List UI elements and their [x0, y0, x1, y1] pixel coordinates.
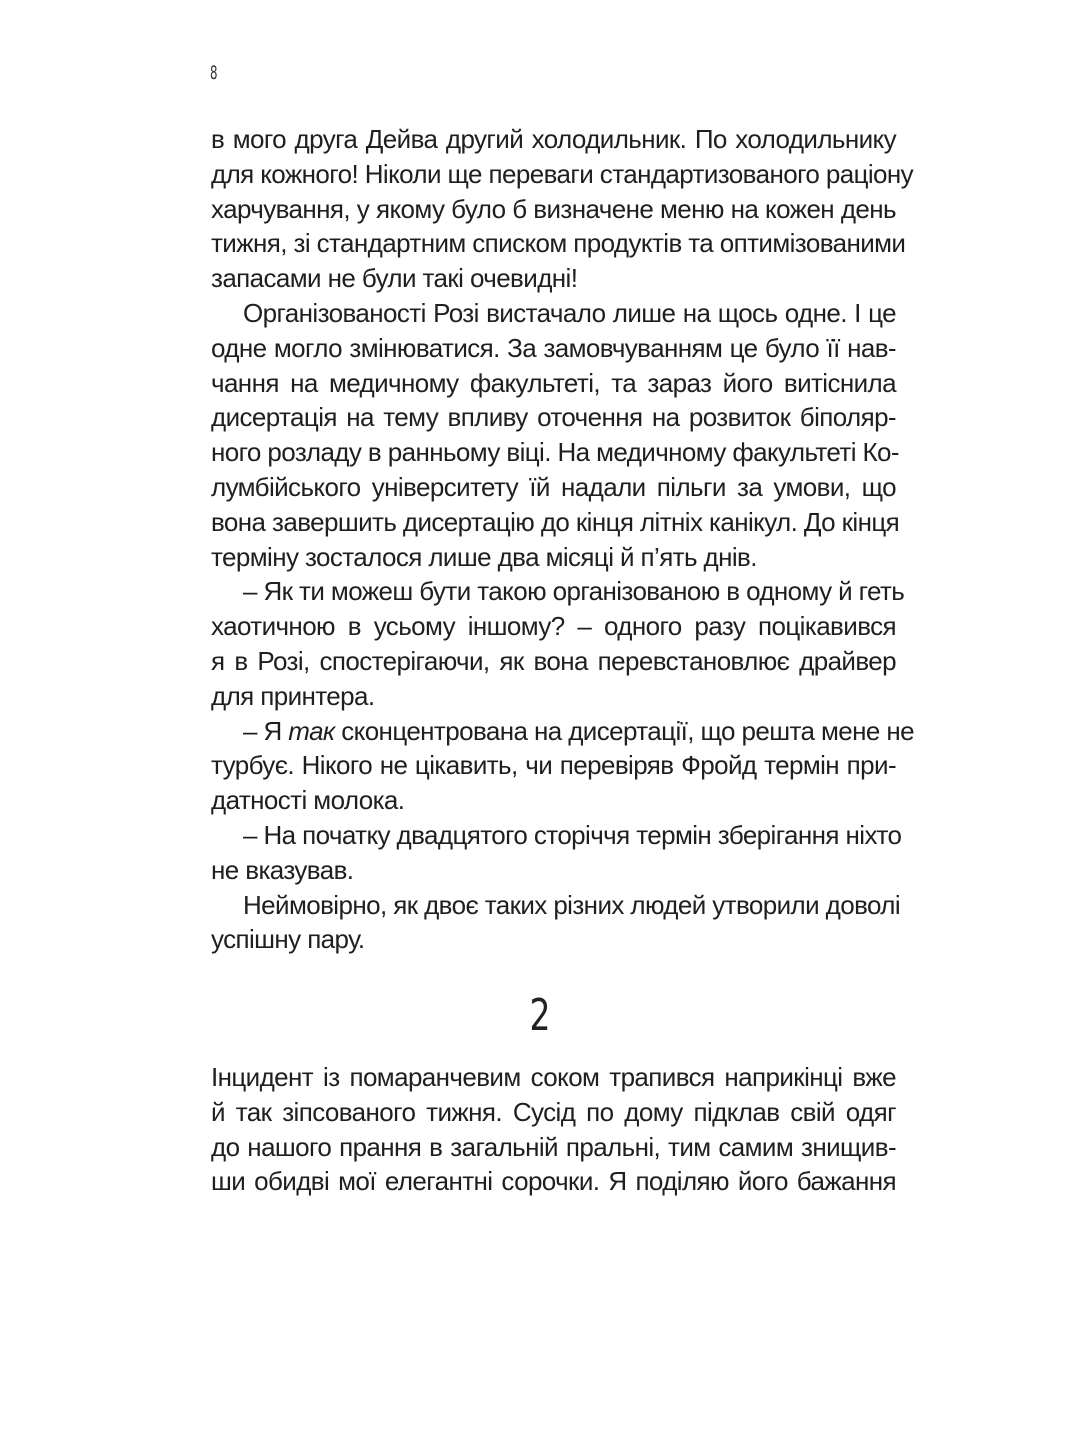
paragraph-3-dialogue — [211, 574, 905, 713]
text-line: для принтера. — [211, 680, 375, 711]
italic-emphasis: так — [288, 715, 335, 746]
paragraph-chapter-opening — [211, 1060, 896, 1199]
text-line: тижня, зі стандартним списком продуктів та оптимізованими — [211, 228, 906, 259]
text-line: турбує. Нікого не цікавить, чи перевіряв Фройд термін при- — [211, 750, 896, 781]
paragraph-2 — [211, 296, 900, 574]
text-line: в мого друга Дейва другий холодильник. По холодильнику — [211, 124, 896, 154]
paragraph-1 — [211, 122, 914, 296]
text-block-chapter-start — [211, 1060, 896, 1199]
text-line: я в Розі, спостерігаючи, як вона перевстановлює драйвер — [211, 645, 896, 676]
text-line: Інцидент із помаранчевим соком трапився наприкінці вже — [211, 1062, 896, 1092]
text-line: до нашого прання в загальній пральні, тим самим знищив- — [211, 1131, 896, 1162]
text-block-top — [211, 122, 914, 957]
text-line: харчування, у якому було б визначене меню на кожен день — [211, 193, 896, 224]
text-line: ши обидві мої елегантні сорочки. Я поділяю його бажання — [211, 1166, 896, 1197]
chapter-number: 2 — [529, 990, 551, 1041]
text-fragment: сконцентрована на дисертації, що решта мене не — [334, 715, 914, 746]
text-line: вона завершить дисертацію до кінця літніх канікул. До кінця — [211, 506, 900, 537]
paragraph-6 — [211, 888, 901, 958]
text-fragment: – Я — [243, 715, 289, 746]
text-line: Неймовірно, як двоє таких різних людей утворили доволі — [243, 889, 901, 920]
text-line: дисертація на тему впливу оточення на розвиток біполяр- — [211, 402, 896, 433]
text-line: лумбійського університету їй надали пільги за умови, що — [211, 471, 896, 502]
text-line: – На початку двадцятого сторіччя термін зберігання ніхто — [243, 819, 902, 850]
text-line: запасами не були такі очевидні! — [211, 263, 578, 294]
paragraph-5-dialogue — [211, 818, 902, 888]
paragraph-4-dialogue — [211, 714, 914, 818]
text-line: не вказував. — [211, 854, 354, 885]
text-line: ного розладу в ранньому віці. На медичному факультеті Ко- — [211, 437, 899, 468]
text-line: для кожного! Ніколи ще переваги стандартизованого раціону — [211, 158, 914, 189]
text-line: й так зіпсованого тижня. Сусід по дому підклав свій одяг — [211, 1096, 896, 1127]
text-line: чання на медичному факультеті, та зараз його витіснила — [211, 367, 896, 398]
text-line: хаотичною в усьому іншому? – одного разу поцікавився — [211, 611, 896, 642]
text-line: одне могло змінюватися. За замовчуванням це було її нав- — [211, 332, 896, 363]
page-number: 8 — [210, 62, 218, 84]
text-line: – Як ти можеш бути такою організованою в одному й геть — [243, 576, 905, 607]
text-line: терміну зосталося лише два місяці й п’ять днів. — [211, 541, 757, 572]
text-line — [211, 714, 914, 749]
text-line: датності молока. — [211, 785, 405, 816]
text-line: успішну пару. — [211, 924, 365, 955]
text-line: Організованості Розі вистачало лише на щось одне. І це — [243, 297, 896, 328]
